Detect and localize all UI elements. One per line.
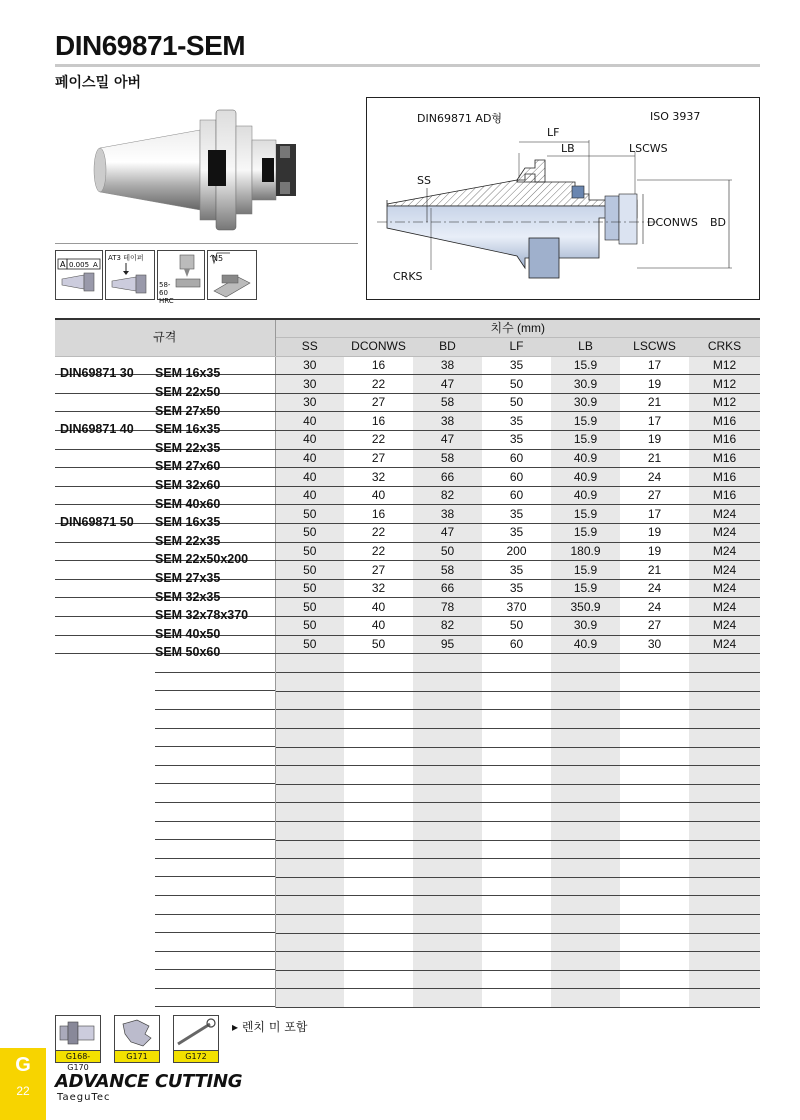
wrench-note: ▸ 렌치 미 포함 (232, 1020, 308, 1034)
value-cell: 17 (620, 505, 689, 524)
value-cell: 22 (344, 431, 413, 450)
value-cell: 21 (620, 393, 689, 412)
arbor-key-icon (115, 1016, 159, 1050)
model-cell (55, 468, 275, 493)
value-cell: 30.9 (551, 375, 620, 394)
value-cell: 40 (275, 486, 344, 505)
value-cell: 15.9 (551, 431, 620, 450)
value-cell: 82 (413, 617, 482, 636)
value-cell: 30 (275, 356, 344, 375)
value-cell: 24 (620, 598, 689, 617)
table-row (55, 486, 760, 505)
value-cell: 58 (413, 449, 482, 468)
empty-row (55, 877, 760, 896)
value-cell: 60 (482, 449, 551, 468)
table-row (55, 617, 760, 636)
empty-row (55, 933, 760, 952)
table-row (55, 412, 760, 431)
table-row (55, 505, 760, 524)
value-cell: 370 (482, 598, 551, 617)
empty-row (55, 896, 760, 915)
empty-row (55, 747, 760, 766)
value-cell: M24 (689, 598, 760, 617)
value-cell: 35 (482, 356, 551, 375)
accessory-arbor-key[interactable] (114, 1015, 160, 1063)
model-label: SEM 50x60 (155, 645, 221, 660)
value-cell: 15.9 (551, 524, 620, 543)
model-cell (55, 375, 275, 400)
family-label: DIN69871 30 (60, 366, 134, 381)
value-cell: 15.9 (551, 356, 620, 375)
title-divider (55, 64, 760, 67)
value-cell: M16 (689, 449, 760, 468)
wrench-icon (174, 1016, 218, 1050)
model-label: SEM 32x35 (155, 589, 221, 604)
model-label: SEM 40x60 (155, 496, 221, 511)
brand-logo: ADVANCE CUTTING (55, 1071, 243, 1092)
empty-row (55, 915, 760, 934)
value-cell: 17 (620, 356, 689, 375)
empty-row (55, 673, 760, 692)
model-cell (55, 561, 275, 586)
value-cell: 22 (344, 524, 413, 543)
value-cell: 38 (413, 505, 482, 524)
value-cell: 35 (482, 505, 551, 524)
value-cell: 35 (482, 579, 551, 598)
model-cell (55, 579, 275, 604)
value-cell: 35 (482, 561, 551, 580)
value-cell: 40 (344, 598, 413, 617)
model-label: SEM 22x50 (155, 385, 221, 400)
balance-label: N5 (212, 254, 224, 263)
value-cell: M12 (689, 393, 760, 412)
table-row (55, 635, 760, 654)
value-cell: 180.9 (551, 542, 620, 561)
model-cell (55, 356, 275, 381)
model-label: SEM 40x50 (155, 626, 221, 641)
dim-lscws: LSCWS (629, 142, 668, 155)
value-cell: 19 (620, 375, 689, 394)
spec-table (55, 318, 760, 1008)
value-cell: 40 (275, 468, 344, 487)
value-cell: 15.9 (551, 561, 620, 580)
value-cell: M24 (689, 505, 760, 524)
column-header: BD (413, 338, 482, 357)
value-cell: 50 (275, 524, 344, 543)
empty-row (55, 784, 760, 803)
value-cell: 50 (482, 375, 551, 394)
model-cell (55, 635, 275, 660)
dim-lf: LF (547, 126, 560, 139)
accessory-collet-chuck[interactable] (55, 1015, 101, 1072)
model-label: SEM 16x35 (155, 422, 221, 437)
product-photo (90, 100, 340, 240)
value-cell: 24 (620, 579, 689, 598)
brand-sub: TaeguTec (57, 1092, 111, 1103)
value-cell: 35 (482, 524, 551, 543)
value-cell: 35 (482, 431, 551, 450)
value-cell: 15.9 (551, 579, 620, 598)
model-cell (55, 393, 275, 418)
column-header: DCONWS (344, 338, 413, 357)
dim-dconws: DCONWS (647, 216, 698, 229)
value-cell: 15.9 (551, 505, 620, 524)
value-cell: M24 (689, 579, 760, 598)
value-cell: 19 (620, 542, 689, 561)
model-label: SEM 16x35 (155, 515, 221, 530)
empty-row (55, 710, 760, 729)
dim-lb: LB (561, 142, 575, 155)
value-cell: 16 (344, 505, 413, 524)
table-row (55, 431, 760, 450)
column-header: CRKS (689, 338, 760, 357)
value-cell: 95 (413, 635, 482, 654)
column-header: SS (275, 338, 344, 357)
value-cell: 15.9 (551, 412, 620, 431)
value-cell: 58 (413, 561, 482, 580)
empty-row (55, 729, 760, 748)
empty-row (55, 859, 760, 878)
hardness-icon (157, 250, 205, 305)
value-cell: 21 (620, 561, 689, 580)
diagram-iso: ISO 3937 (650, 110, 701, 123)
runout-label-a: A (60, 260, 66, 269)
page-subtitle: 페이스밀 아버 (55, 75, 142, 91)
value-cell: 22 (344, 542, 413, 561)
value-cell: 350.9 (551, 598, 620, 617)
model-cell (55, 412, 275, 437)
model-label: SEM 32x78x370 (155, 608, 249, 623)
runout-icon (55, 250, 103, 300)
model-cell (55, 542, 275, 567)
value-cell: M16 (689, 412, 760, 431)
empty-row (55, 989, 760, 1008)
value-cell: 27 (344, 393, 413, 412)
value-cell: 50 (275, 617, 344, 636)
value-cell: 40.9 (551, 468, 620, 487)
section-tab (0, 1048, 46, 1120)
table-row (55, 375, 760, 394)
model-label: SEM 22x50x200 (155, 552, 249, 567)
runout-label-b: A (93, 261, 98, 269)
empty-row (55, 691, 760, 710)
collet-chuck-icon (56, 1016, 100, 1050)
column-header: LSCWS (620, 338, 689, 357)
dim-ss: SS (417, 174, 431, 187)
value-cell: M24 (689, 617, 760, 636)
accessory-label: G172 (173, 1050, 219, 1063)
value-cell: 40 (275, 449, 344, 468)
value-cell: 40.9 (551, 486, 620, 505)
value-cell: 47 (413, 524, 482, 543)
table-row (55, 561, 760, 580)
value-cell: M16 (689, 431, 760, 450)
value-cell: M24 (689, 524, 760, 543)
value-cell: 82 (413, 486, 482, 505)
value-cell: 47 (413, 375, 482, 394)
value-cell: 60 (482, 468, 551, 487)
value-cell: 27 (620, 617, 689, 636)
dim-crks: CRKS (393, 270, 423, 283)
value-cell: 40 (344, 617, 413, 636)
column-header: LF (482, 338, 551, 357)
value-cell: 27 (344, 561, 413, 580)
value-cell: 50 (275, 542, 344, 561)
value-cell: 19 (620, 524, 689, 543)
diagram-standard: DIN69871 AD형 (417, 112, 503, 125)
empty-row (55, 970, 760, 989)
taper-label: AT3 테이퍼 (108, 254, 144, 262)
value-cell: 27 (344, 449, 413, 468)
family-label: DIN69871 40 (60, 422, 134, 437)
model-label: SEM 27x50 (155, 403, 221, 418)
model-cell (55, 598, 275, 623)
empty-row (55, 840, 760, 859)
page-number: 22 (16, 1084, 30, 1098)
value-cell: 40 (344, 486, 413, 505)
model-cell (55, 431, 275, 455)
value-cell: 200 (482, 542, 551, 561)
value-cell: 50 (275, 579, 344, 598)
accessory-wrench[interactable] (173, 1015, 219, 1063)
value-cell: M16 (689, 468, 760, 487)
table-row (55, 579, 760, 598)
table-row (55, 468, 760, 487)
table-row (55, 393, 760, 412)
value-cell: 16 (344, 356, 413, 375)
value-cell: 19 (620, 431, 689, 450)
value-cell: 50 (482, 617, 551, 636)
value-cell: 60 (482, 486, 551, 505)
value-cell: 60 (482, 635, 551, 654)
dim-header: 치수 (mm) (275, 319, 760, 338)
value-cell: 50 (275, 505, 344, 524)
value-cell: 27 (620, 486, 689, 505)
taper-icon (105, 250, 155, 300)
value-cell: 16 (344, 412, 413, 431)
runout-value: 0.005 (69, 261, 90, 269)
model-cell (55, 524, 275, 548)
value-cell: M12 (689, 356, 760, 375)
model-label: SEM 16x35 (155, 366, 221, 381)
value-cell: 30.9 (551, 393, 620, 412)
balance-icon (207, 250, 257, 300)
value-cell: 78 (413, 598, 482, 617)
empty-row (55, 822, 760, 841)
empty-row (55, 766, 760, 785)
value-cell: 38 (413, 356, 482, 375)
dim-bd: BD (710, 216, 727, 229)
table-row (55, 598, 760, 617)
value-cell: 50 (413, 542, 482, 561)
model-label: SEM 32x60 (155, 478, 221, 493)
value-cell: M16 (689, 486, 760, 505)
value-cell: M12 (689, 375, 760, 394)
value-cell: 50 (275, 598, 344, 617)
value-cell: M24 (689, 561, 760, 580)
table-row (55, 524, 760, 543)
value-cell: 50 (275, 561, 344, 580)
empty-row (55, 952, 760, 971)
table-row (55, 356, 760, 375)
model-cell (55, 505, 275, 530)
column-header: LB (551, 338, 620, 357)
value-cell: 32 (344, 468, 413, 487)
value-cell: 22 (344, 375, 413, 394)
section-letter: G (15, 1054, 31, 1076)
family-label: DIN69871 50 (60, 515, 134, 530)
page-title: DIN69871-SEM (55, 30, 246, 61)
model-label: SEM 27x60 (155, 459, 221, 474)
model-label: SEM 22x35 (155, 533, 221, 548)
value-cell: 30 (620, 635, 689, 654)
value-cell: 24 (620, 468, 689, 487)
value-cell: 30 (275, 375, 344, 394)
technical-drawing (366, 97, 760, 300)
value-cell: 32 (344, 579, 413, 598)
value-cell: 21 (620, 449, 689, 468)
value-cell: 30 (275, 393, 344, 412)
value-cell: 66 (413, 468, 482, 487)
hardness-label: 58-60 HRC (159, 281, 174, 305)
value-cell: 40.9 (551, 449, 620, 468)
model-label: SEM 22x35 (155, 440, 221, 455)
value-cell: 50 (344, 635, 413, 654)
value-cell: 50 (482, 393, 551, 412)
table-row (55, 449, 760, 468)
model-cell (55, 449, 275, 474)
value-cell: 50 (275, 635, 344, 654)
value-cell: M24 (689, 542, 760, 561)
value-cell: M24 (689, 635, 760, 654)
photo-divider (55, 243, 358, 244)
value-cell: 17 (620, 412, 689, 431)
value-cell: 58 (413, 393, 482, 412)
value-cell: 40.9 (551, 635, 620, 654)
value-cell: 30.9 (551, 617, 620, 636)
value-cell: 38 (413, 412, 482, 431)
model-cell (55, 617, 275, 641)
accessory-label: G171 (114, 1050, 160, 1063)
value-cell: 40 (275, 431, 344, 450)
value-cell: 66 (413, 579, 482, 598)
table-row (55, 542, 760, 561)
spec-header: 규격 (55, 319, 275, 356)
model-cell (55, 486, 275, 511)
model-label: SEM 27x35 (155, 571, 221, 586)
value-cell: 40 (275, 412, 344, 431)
value-cell: 35 (482, 412, 551, 431)
value-cell: 47 (413, 431, 482, 450)
empty-row (55, 803, 760, 822)
accessory-label: G168-G170 (55, 1050, 101, 1063)
